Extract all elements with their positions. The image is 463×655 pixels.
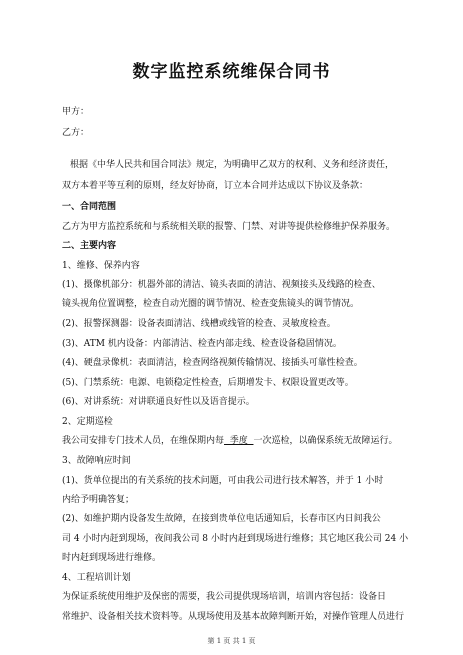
paragraph-line: 为保证系统使用维护及保密的需要，我公司提供现场培训，培训内容包括：设备日: [62, 592, 387, 602]
scope-paragraph: 乙方为甲方监控系统和与系统相关联的报警、门禁、对讲等提供检修维护保养服务。: [62, 222, 396, 232]
item-title: 4、工程培训计划: [62, 573, 131, 583]
party-a-label: 甲方：: [62, 107, 90, 117]
item-title: 3、故障响应时间: [62, 456, 131, 466]
document-title: 数字监控系统维保合同书: [132, 62, 331, 82]
section-heading-content: 二、主要内容: [62, 241, 117, 251]
paragraph-line: (6)、对讲系统：对讲联通良好性以及语音提示。: [62, 397, 255, 407]
inspection-text: 我公司安排专门技术人员，在维保期内每: [62, 436, 225, 446]
party-b-label: 乙方：: [62, 128, 90, 138]
paragraph-line: (2)、报警探测器：设备表面清洁、线槽或线管的检查、灵敏度检查。: [62, 319, 336, 329]
paragraph-line: (1)、货单位提出的有关系统的技术问题，可由我公司进行技术解答，并于 1 小时: [62, 476, 384, 486]
paragraph-line: 时内赶到现场进行维修。: [62, 553, 162, 563]
paragraph-line: (4)、硬盘录像机：表面清洁，检查网络视频传输情况、接插头可靠性检查。: [62, 358, 363, 368]
intro-line: 根据《中华人民共和国合同法》规定，为明确甲乙双方的权利、义务和经济责任，: [70, 160, 395, 170]
paragraph-line: [62, 436, 397, 447]
inspection-frequency: 季度: [224, 436, 254, 446]
paragraph-line: 内给予明确答复；: [62, 495, 135, 505]
paragraph-line: (1)、摄像机部分：机器外部的清洁、镜头表面的清洁、视频接头及线路的检查、: [62, 280, 381, 290]
paragraph-line: (2)、如维护期内设备发生故障，在接到贵单位电话通知后，长春市区内日间我公: [62, 514, 381, 524]
page-footer: 第 1 页 共 1 页: [207, 637, 256, 645]
inspection-text: 一次巡检，以确保系统无故障运行。: [253, 436, 398, 446]
item-title: 1、维修、保养内容: [62, 261, 140, 271]
intro-line: 双方本着平等互利的原则，经友好协商，订立本合同并达成以下协议及条款：: [62, 181, 369, 191]
item-title: 2、定期巡检: [62, 417, 113, 427]
paragraph-line: (5)、门禁系统：电源、电锁稳定性检查，后期增发卡、权限设置更改等。: [62, 378, 354, 388]
section-heading-scope: 一、合同范围: [62, 202, 117, 212]
paragraph-line: (3)、ATM 机内设备：内部清洁、检查内部走线、检查设备稳固情况。: [62, 339, 342, 349]
paragraph-line: 镜头视角位置调整，检查自动光圈的调节情况、检查变焦镜头的调节情况。: [62, 299, 360, 309]
paragraph-line: 常维护、设备相关技术资料等。从现场使用及基本故障判断开始，对操作管理人员进行: [62, 612, 405, 622]
paragraph-line: 司 4 小时内赶到现场，夜间我公司 8 小时内赶到现场进行维修；其它地区我公司 24 小: [62, 534, 409, 544]
